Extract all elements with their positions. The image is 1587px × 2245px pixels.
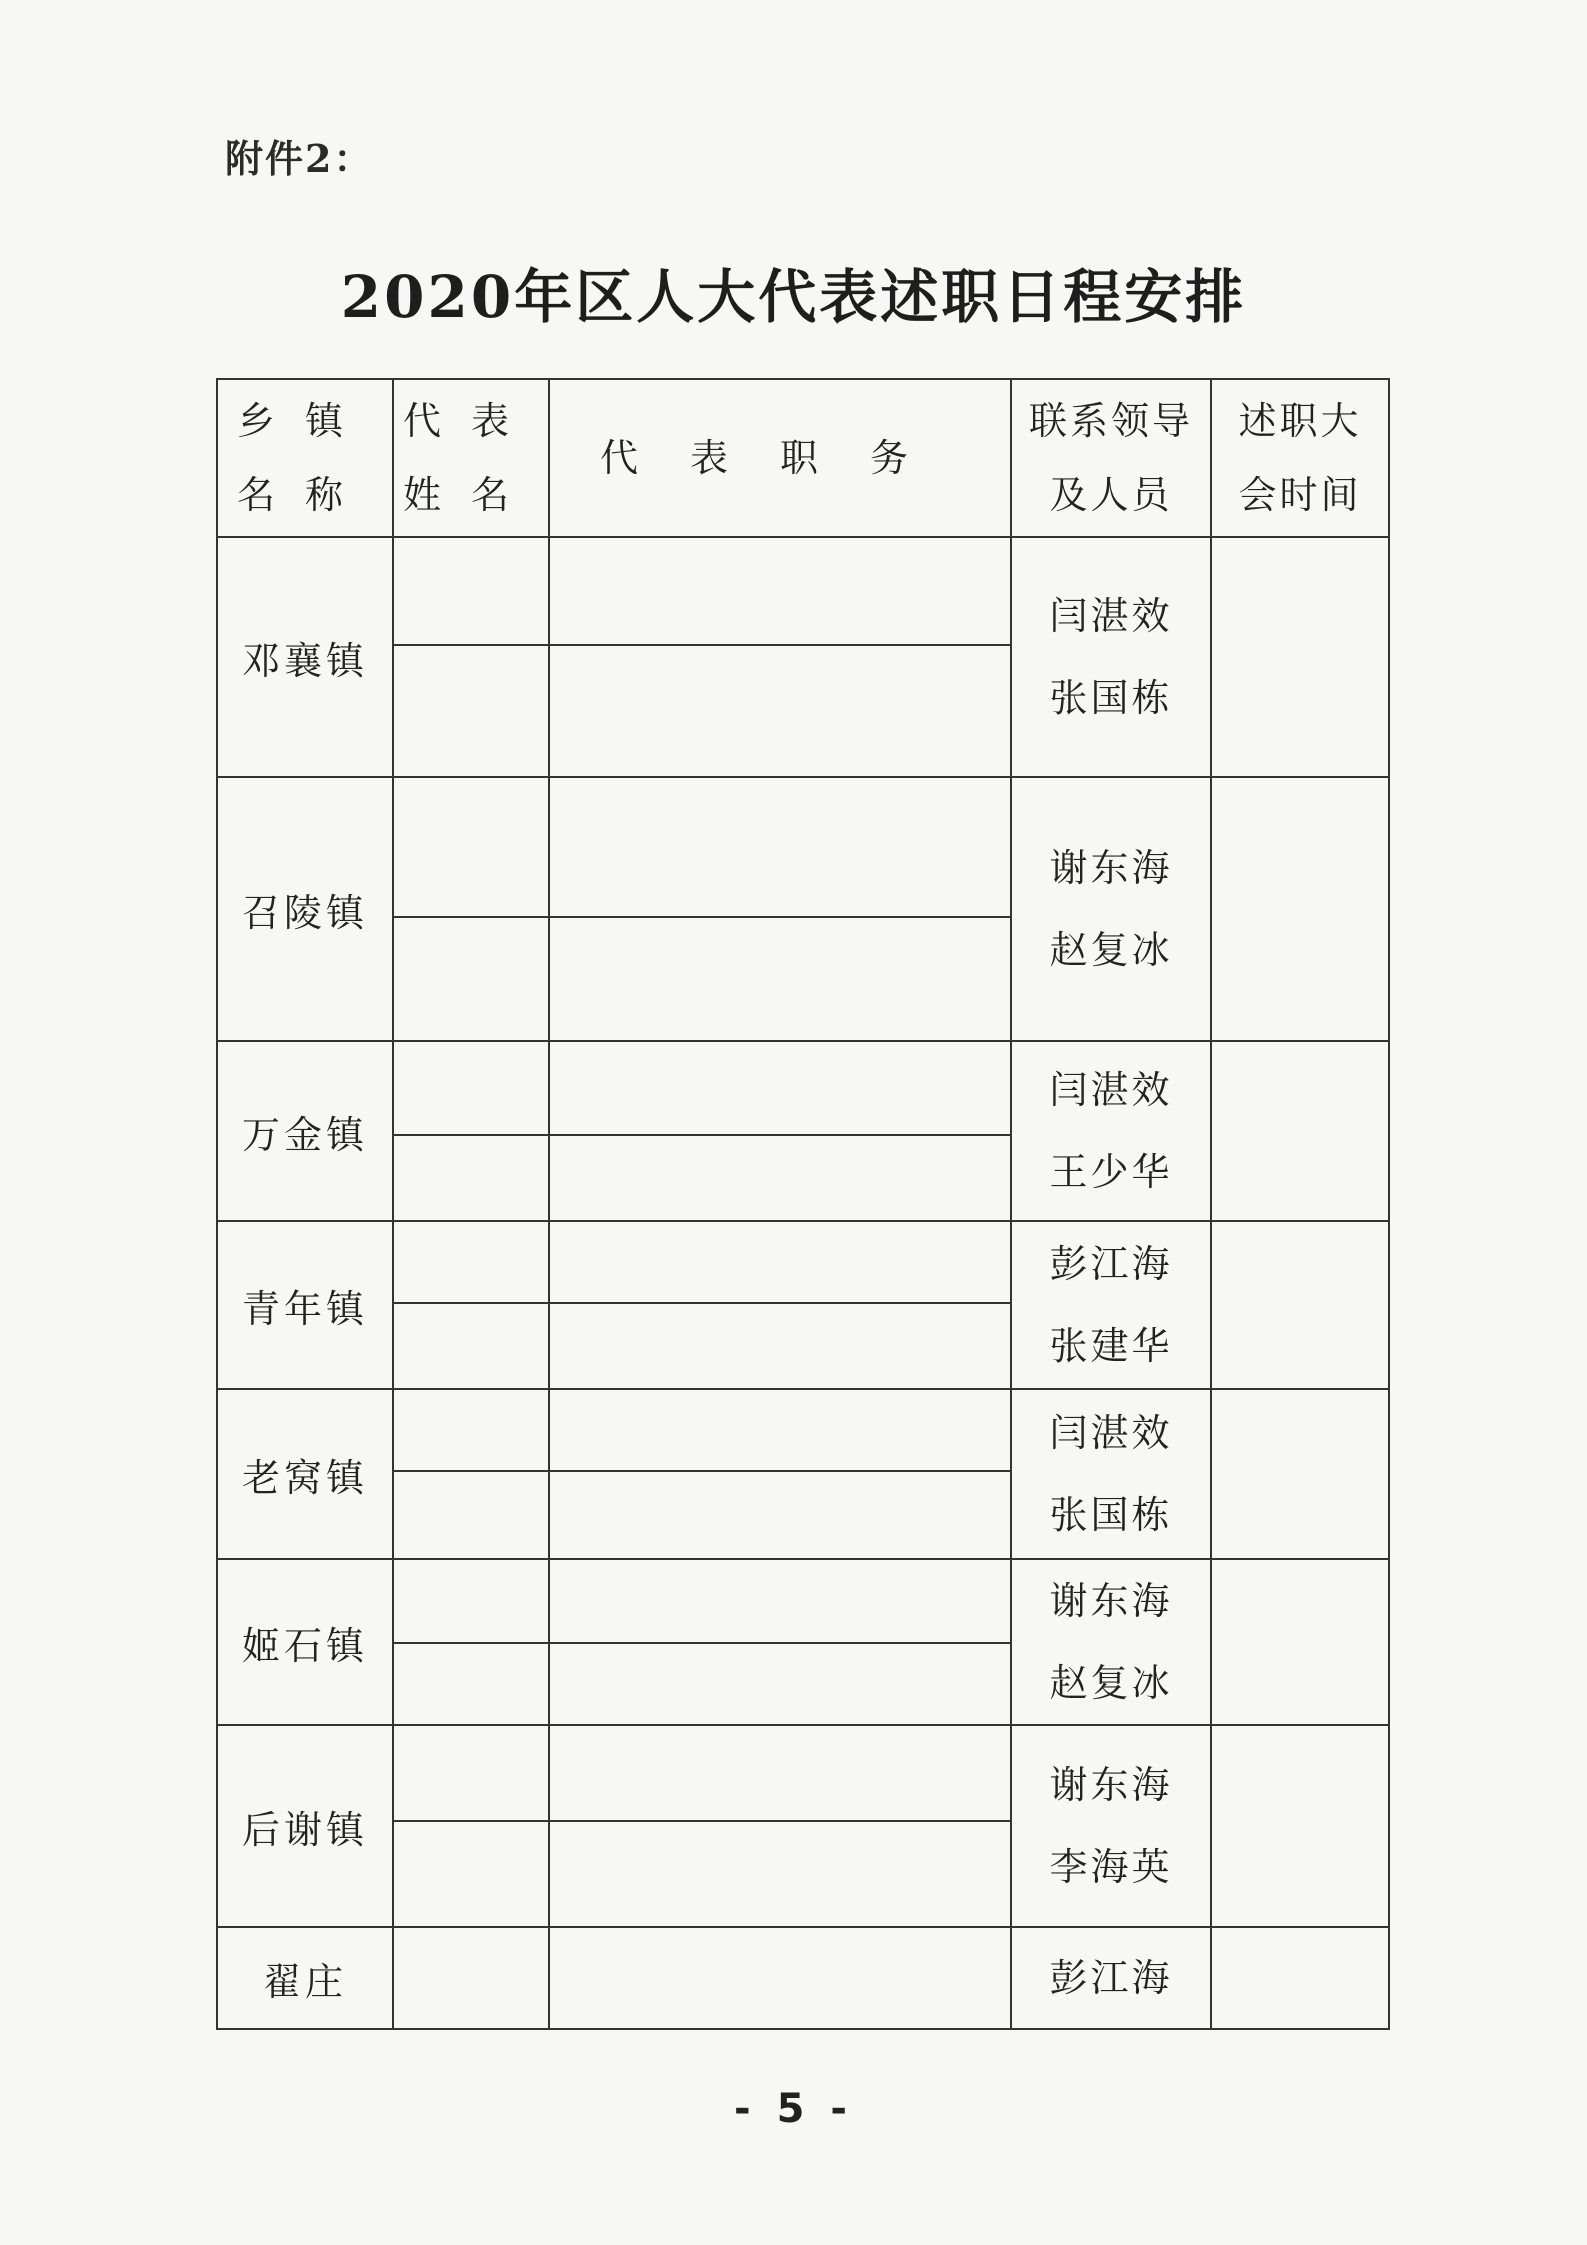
representative-name-cell (393, 917, 549, 1041)
liaison-leader-name: 张建华 (1049, 1324, 1173, 1368)
town-name-cell: 老窝镇 (217, 1389, 393, 1559)
liaison-leader-name: 赵复冰 (1049, 1661, 1173, 1705)
table-header-row (217, 379, 1389, 537)
liaison-leaders-cell (1011, 1041, 1211, 1221)
header-leader: 联系领导 及人员 (1011, 379, 1211, 537)
town-name-cell: 后谢镇 (217, 1725, 393, 1927)
representative-name-cell (393, 537, 549, 645)
liaison-leader-name: 谢东海 (1049, 1763, 1173, 1807)
representative-duty-cell (549, 1041, 1011, 1135)
table-row (217, 1389, 1389, 1471)
liaison-leader-name: 彭江海 (1049, 1242, 1173, 1286)
header-duty: 代表职务 (549, 379, 1011, 537)
table-row (217, 1041, 1389, 1135)
representative-duty-cell (549, 1471, 1011, 1559)
liaison-leader-name: 闫湛效 (1049, 594, 1173, 638)
header-time: 述职大 会时间 (1211, 379, 1389, 537)
representative-name-cell (393, 1135, 549, 1221)
meeting-time-cell (1211, 777, 1389, 1041)
meeting-time-cell (1211, 1389, 1389, 1559)
representative-name-cell (393, 1471, 549, 1559)
representative-duty-cell (549, 1559, 1011, 1643)
schedule-table (216, 378, 1390, 2030)
liaison-leaders-cell (1011, 537, 1211, 777)
town-name-cell: 召陵镇 (217, 777, 393, 1041)
representative-duty-cell (549, 645, 1011, 777)
representative-name-cell (393, 1821, 549, 1927)
liaison-leaders-cell (1011, 1559, 1211, 1725)
representative-duty-cell (549, 777, 1011, 917)
liaison-leader-name: 赵复冰 (1049, 928, 1173, 972)
representative-name-cell (393, 1725, 549, 1821)
representative-name-cell (393, 1559, 549, 1643)
representative-duty-cell (549, 1643, 1011, 1725)
town-name-cell: 姬石镇 (217, 1559, 393, 1725)
header-town: 乡镇 名称 (217, 379, 393, 537)
liaison-leaders-cell (1011, 1927, 1211, 2029)
liaison-leaders-cell (1011, 777, 1211, 1041)
representative-duty-cell (549, 1303, 1011, 1389)
representative-duty-cell (549, 1135, 1011, 1221)
liaison-leader-name: 彭江海 (1049, 1956, 1173, 2000)
table-row (217, 1927, 1389, 2029)
meeting-time-cell (1211, 1559, 1389, 1725)
town-name-cell: 青年镇 (217, 1221, 393, 1389)
meeting-time-cell (1211, 1927, 1389, 2029)
attachment-label: 附件2： (225, 136, 374, 181)
representative-name-cell (393, 777, 549, 917)
liaison-leader-name: 王少华 (1049, 1150, 1173, 1194)
meeting-time-cell (1211, 1221, 1389, 1389)
liaison-leader-name: 闫湛效 (1049, 1411, 1173, 1455)
representative-name-cell (393, 645, 549, 777)
table-row (217, 1559, 1389, 1643)
liaison-leaders-cell (1011, 1221, 1211, 1389)
representative-name-cell (393, 1927, 549, 2029)
liaison-leader-name: 张国栋 (1049, 1493, 1173, 1537)
table-row (217, 537, 1389, 645)
liaison-leader-name: 张国栋 (1049, 676, 1173, 720)
page-title: 2020年区人大代表述职日程安排 (340, 263, 1247, 331)
town-name-cell: 邓襄镇 (217, 537, 393, 777)
liaison-leaders-cell (1011, 1725, 1211, 1927)
liaison-leader-name: 谢东海 (1049, 1579, 1173, 1623)
liaison-leaders-cell (1011, 1389, 1211, 1559)
table-row (217, 1221, 1389, 1303)
table-row (217, 1725, 1389, 1821)
representative-duty-cell (549, 1389, 1011, 1471)
town-name-cell: 翟庄 (217, 1927, 393, 2029)
representative-name-cell (393, 1221, 549, 1303)
representative-name-cell (393, 1303, 549, 1389)
meeting-time-cell (1211, 1041, 1389, 1221)
representative-duty-cell (549, 1221, 1011, 1303)
representative-name-cell (393, 1643, 549, 1725)
representative-duty-cell (549, 1725, 1011, 1821)
representative-name-cell (393, 1389, 549, 1471)
liaison-leader-name: 谢东海 (1049, 846, 1173, 890)
representative-duty-cell (549, 537, 1011, 645)
header-name: 代表 姓名 (393, 379, 549, 537)
representative-duty-cell (549, 1821, 1011, 1927)
meeting-time-cell (1211, 1725, 1389, 1927)
representative-name-cell (393, 1041, 549, 1135)
representative-duty-cell (549, 1927, 1011, 2029)
town-name-cell: 万金镇 (217, 1041, 393, 1221)
table-row (217, 777, 1389, 917)
page-number: - 5 - (734, 2086, 853, 2132)
representative-duty-cell (549, 917, 1011, 1041)
liaison-leader-name: 闫湛效 (1049, 1068, 1173, 1112)
meeting-time-cell (1211, 537, 1389, 777)
liaison-leader-name: 李海英 (1049, 1845, 1173, 1889)
